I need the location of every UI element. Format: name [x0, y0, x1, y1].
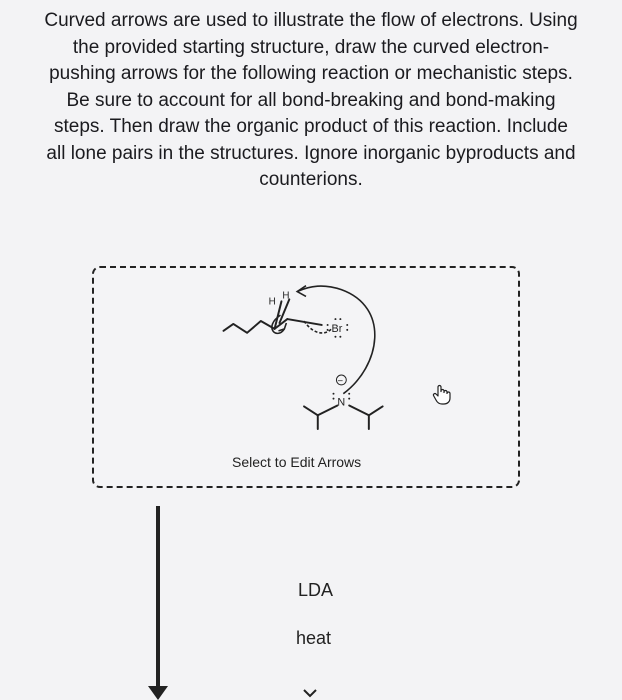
chevron-down-icon[interactable]: [302, 686, 318, 700]
carbon-chain-bond: [224, 319, 288, 333]
instruction-line: the provided starting structure, draw the curved electron-: [72, 36, 550, 58]
instruction-line: all lone pairs in the structures. Ignore inorganic byproducts and: [46, 142, 576, 164]
instruction-line: counterions.: [259, 169, 363, 190]
nitrogen-label: N: [337, 396, 346, 409]
instruction-line: pushing arrows for the following reaction or mechanistic steps.: [49, 63, 573, 84]
reagent-heat: heat: [296, 628, 332, 648]
charge-label: −: [337, 375, 344, 387]
reaction-arrow: [140, 500, 180, 700]
nitrogen-carbon-bond: [318, 405, 338, 415]
instruction-line: Curved arrows are used to illustrate the flow of electrons. Using: [44, 10, 578, 31]
bromine-label: Br: [331, 322, 343, 335]
instruction-line: Be sure to account for all bond-breaking and bond-making: [66, 89, 556, 111]
hydrogen-label-1: H: [268, 296, 276, 308]
structure-editor-canvas[interactable]: [92, 266, 520, 488]
hydrogen-label-2: H: [282, 290, 290, 302]
carbon-carbon-bond: [369, 406, 383, 415]
carbon-carbon-bond: [304, 406, 318, 415]
instruction-line: steps. Then draw the organic product of this reaction. Include: [53, 116, 568, 137]
pointer-hand-icon[interactable]: [430, 382, 454, 406]
question-instructions: [8, 8, 614, 194]
reagent-lda: LDA: [298, 580, 334, 600]
curved-arrow-base-to-hydrogen: [297, 286, 375, 394]
nitrogen-carbon-bond: [349, 405, 369, 415]
edit-arrows-link[interactable]: Select to Edit Arrows: [232, 454, 362, 470]
arrow-head: [297, 286, 306, 297]
